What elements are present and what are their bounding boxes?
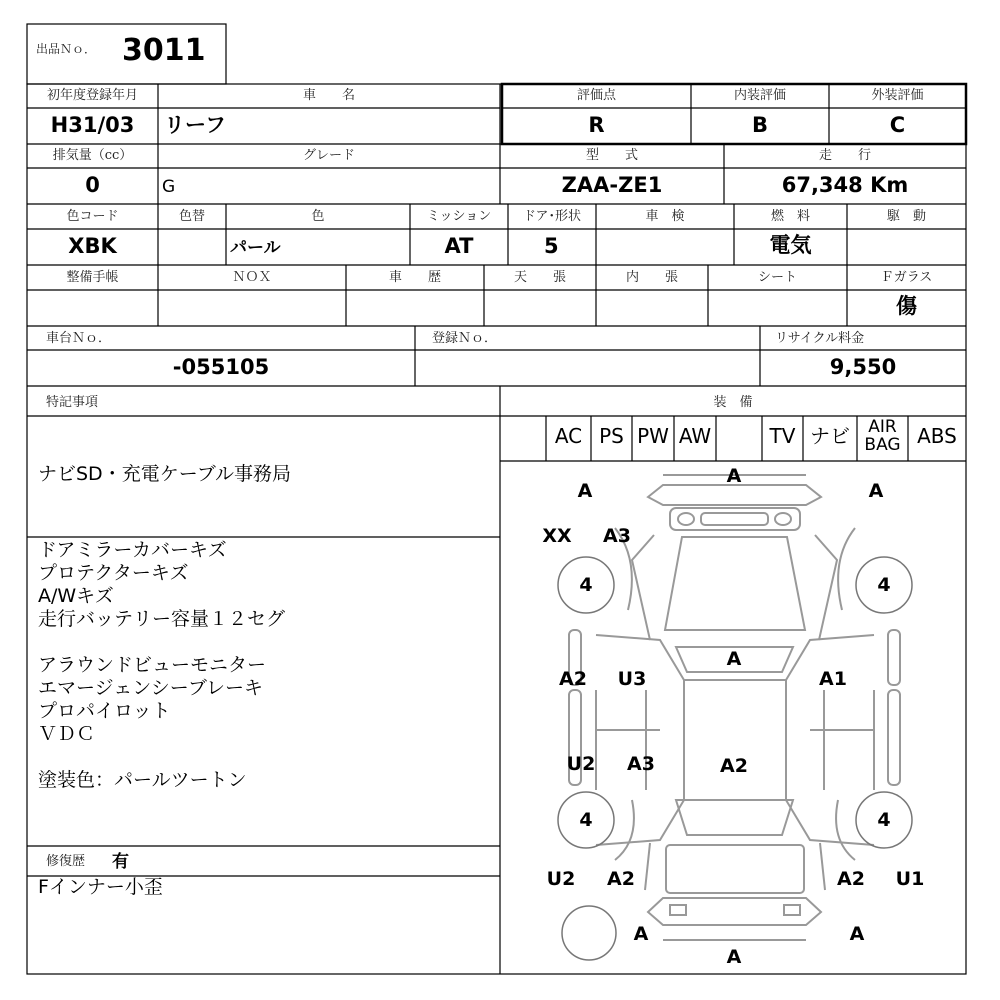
recycle-fee-label: リサイクル料金	[775, 331, 865, 346]
remark-line: エマージェンシーブレーキ	[38, 677, 264, 699]
mark-front-left-tire: 4	[579, 574, 593, 596]
equipment-ac: AC	[554, 424, 583, 448]
mark-windshield: XX	[542, 525, 572, 547]
equipment-pw: PW	[637, 424, 669, 448]
color-code-value: XBK	[68, 234, 117, 258]
remark-line: ドアミラーカバーキズ	[38, 539, 227, 561]
mark-left-front-fender: A3	[603, 525, 631, 547]
interior-grade-label: 内装評価	[733, 88, 786, 103]
interior-grade-value: B	[751, 113, 768, 137]
equipment-label: 装 備	[713, 395, 753, 410]
exterior-grade-label: 外装評価	[871, 88, 924, 103]
mark-front-left-corner: A	[577, 480, 593, 502]
grade-label: グレード	[302, 148, 355, 163]
mark-right-quarter: A2	[837, 868, 865, 890]
transmission-value: AT	[444, 234, 474, 258]
mark-left-front-pillar: U3	[617, 668, 647, 690]
mark-rear-left-corner: A	[633, 923, 649, 945]
chassis-number-label: 車台Ｎｏ．	[46, 331, 112, 346]
mark-rear-right-corner: A	[849, 923, 865, 945]
remark-line: プロテクターキズ	[38, 562, 189, 584]
lot-label: 出品Ｎｏ．	[36, 42, 97, 56]
equipment-navi: ナビ	[810, 424, 850, 448]
remarks-list	[38, 539, 493, 792]
mark-left-quarter-lower: U2	[546, 868, 576, 890]
first-registration-label: 初年度登録年月	[46, 88, 138, 103]
first-registration-value: H31/03	[50, 113, 135, 137]
mark-right-front-door: A1	[819, 668, 847, 690]
fuel-value: 電気	[769, 233, 812, 257]
remarks-label: 特記事項	[46, 395, 99, 410]
headliner-label: 天 張	[513, 270, 566, 285]
repair-history-label: 修復歴	[46, 854, 86, 869]
repair-note: Fインナー小歪	[38, 876, 163, 898]
mileage-label: 走 行	[818, 148, 871, 163]
inspection-label: 車 検	[645, 209, 685, 224]
color-change-label: 色替	[178, 209, 205, 224]
mark-front-right-corner: A	[868, 480, 884, 502]
mark-left-rear-door: U2	[566, 753, 596, 775]
color-label: 色	[311, 209, 325, 224]
remark-line	[38, 746, 493, 769]
equipment-airbag: AIR BAG	[864, 417, 901, 455]
score-label: 評価点	[576, 88, 616, 103]
drive-label: 駆 動	[886, 209, 926, 224]
mark-left-front-door: A2	[559, 668, 587, 690]
score-value: R	[588, 113, 605, 137]
recycle-fee-value: 9,550	[829, 355, 897, 379]
mark-roof: A2	[720, 755, 748, 777]
repair-history-value: 有	[112, 852, 129, 872]
remark-line: 走行バッテリー容量１２セグ	[38, 608, 286, 630]
mark-right-quarter-lower: U1	[895, 868, 925, 890]
fuel-label: 燃 料	[770, 209, 810, 224]
mark-roof-front: A	[726, 648, 742, 670]
mark-rear-bumper: A	[726, 946, 742, 968]
remark-line	[38, 631, 493, 654]
remark-line: ＶＤＣ	[38, 723, 96, 745]
nox-label: ＮＯＸ	[232, 270, 272, 285]
registration-number-label: 登録Ｎｏ．	[432, 331, 498, 346]
interior-trim-label: 内 張	[625, 270, 678, 285]
seat-label: シート	[757, 270, 797, 285]
transmission-label: ミッション	[426, 209, 492, 224]
displacement-label: 排気量（cc）	[52, 148, 133, 163]
door-value: 5	[544, 234, 559, 258]
front-glass-value: 傷	[896, 294, 917, 318]
remarks-main: ナビSD・充電ケーブル事務局	[38, 463, 291, 485]
mileage-value: 67,348 Km	[781, 173, 909, 197]
car-name-value: リーフ	[164, 113, 226, 137]
remark-line: A/Wキズ	[38, 585, 114, 607]
mark-rear-left-tire: 4	[579, 809, 593, 831]
equipment-aw: AW	[678, 424, 712, 448]
vehicle-history-label: 車 歴	[388, 270, 441, 285]
mark-left-rear-panel: A3	[627, 753, 655, 775]
mark-front-bumper: A	[726, 465, 742, 487]
equipment-ps: PS	[599, 424, 624, 448]
grade-value: G	[162, 177, 176, 197]
color-code-label: 色コード	[66, 209, 119, 224]
remark-line: アラウンドビューモニター	[38, 654, 267, 676]
door-label: ドア･形状	[522, 209, 582, 224]
remark-line: 塗装色：パールツートン	[38, 769, 247, 791]
mark-front-right-tire: 4	[877, 574, 891, 596]
model-label: 型 式	[585, 148, 638, 163]
exterior-grade-value: C	[889, 113, 906, 137]
front-glass-label: Ｆガラス	[880, 270, 933, 285]
lot-number: 3011	[122, 33, 206, 68]
remark-line: プロパイロット	[38, 700, 171, 722]
color-value: パール	[230, 238, 281, 258]
chassis-number-value: -055105	[172, 355, 270, 379]
displacement-value: 0	[85, 173, 100, 197]
mark-rear-right-tire: 4	[877, 809, 891, 831]
model-value: ZAA-ZE1	[561, 173, 663, 197]
car-name-label: 車 名	[302, 88, 355, 103]
equipment-tv: TV	[769, 424, 796, 448]
equipment-abs: ABS	[917, 424, 957, 448]
maintenance-book-label: 整備手帳	[66, 270, 119, 285]
mark-left-quarter: A2	[607, 868, 635, 890]
